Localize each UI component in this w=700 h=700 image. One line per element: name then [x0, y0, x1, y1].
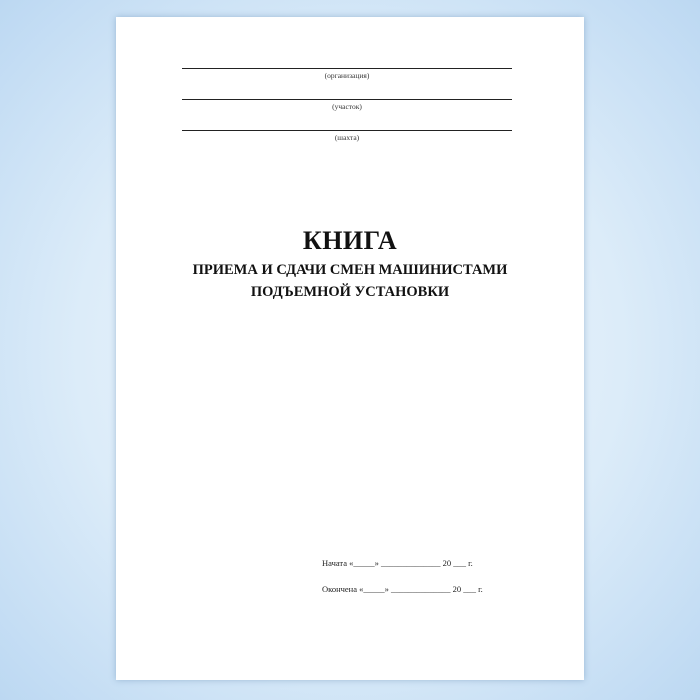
- document-subtitle-line-2: ПОДЪЕМНОЙ УСТАНОВКИ: [250, 284, 450, 300]
- mine-line: [182, 130, 512, 131]
- organization-field: [182, 68, 512, 81]
- document-subtitle-line-1: ПРИЕМА И СДАЧИ СМЕН МАШИНИСТАМИ: [192, 262, 508, 278]
- section-field: [182, 99, 512, 112]
- organization-line: [182, 68, 512, 69]
- document-title: КНИГА: [302, 226, 398, 255]
- organization-caption: (организация): [324, 71, 370, 80]
- section-caption: (участок): [332, 102, 362, 111]
- mine-field: [182, 130, 512, 143]
- start-date-line: Начата «_____» ______________ 20 ___ г.: [322, 558, 473, 568]
- mine-caption: (шахта): [334, 133, 360, 142]
- end-date-line: Окончена «_____» ______________ 20 ___ г.: [322, 584, 483, 594]
- section-line: [182, 99, 512, 100]
- document-cover-page: [116, 17, 584, 680]
